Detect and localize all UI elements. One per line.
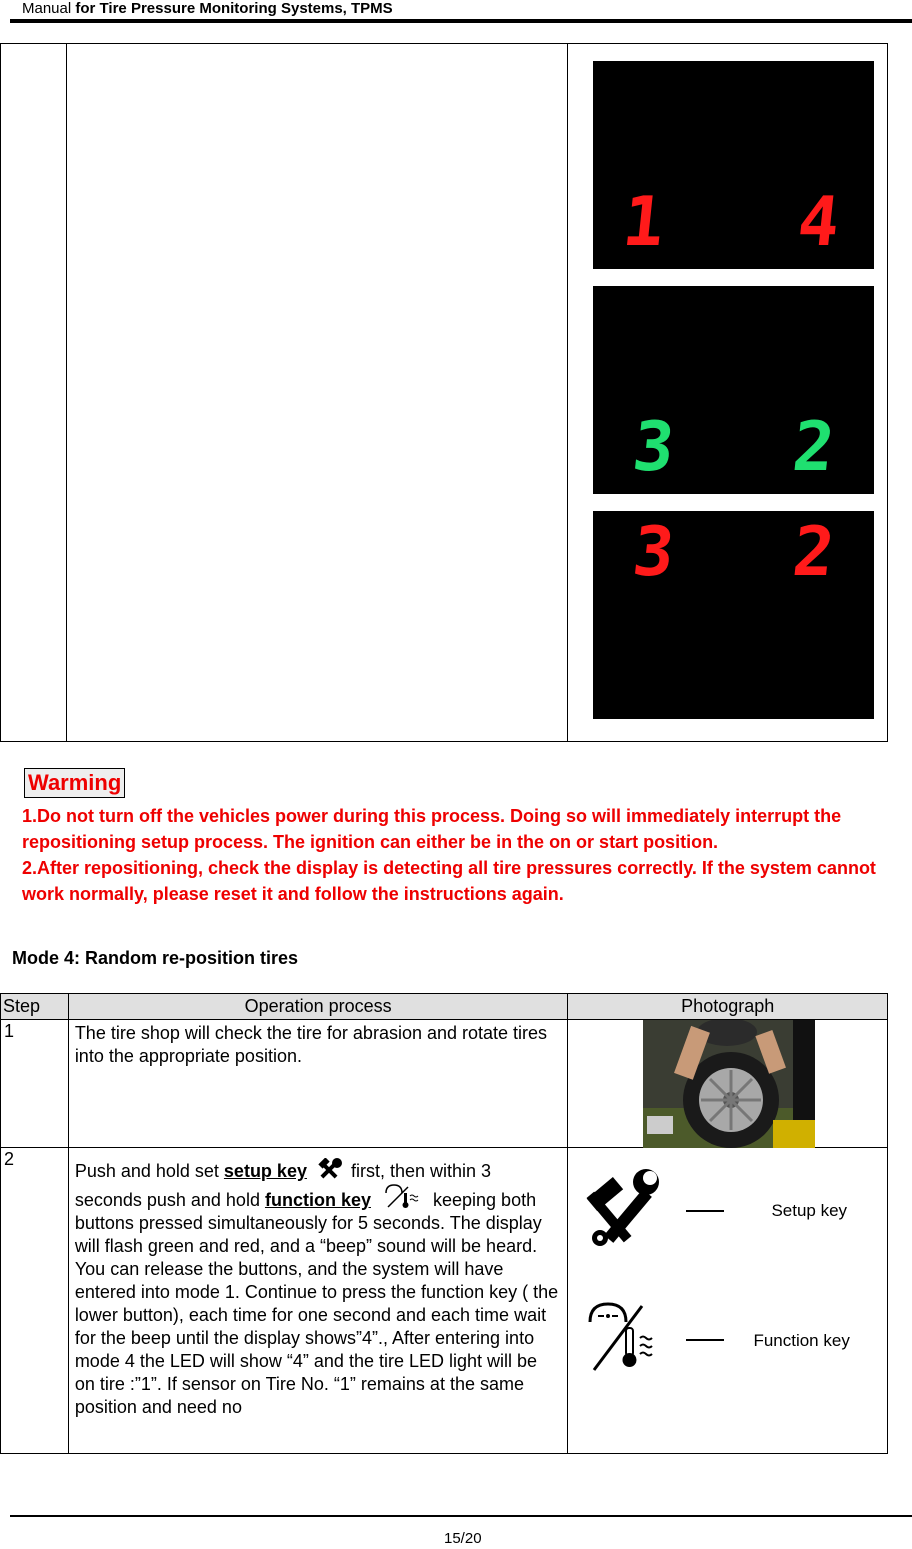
function-key-dash: [686, 1339, 724, 1341]
warning-line-1: 1.Do not turn off the vehicles power during this process. Doing so will immediately interrupt the repositioning setup process. The ignition can either be in the on or start position.: [22, 806, 842, 852]
mode-title: Mode 4: Random re-position tires: [12, 948, 299, 968]
row2-photo-cell: [568, 1148, 888, 1454]
row2-text-pre: Push and hold set: [74, 1161, 224, 1181]
function-key-link: function key: [264, 1190, 371, 1210]
footer-rule: [10, 1515, 912, 1517]
row1-text: The tire shop will check the tire for abrasion and rotate tires into the appropriate position.: [68, 1020, 568, 1148]
step-cell: [1, 44, 67, 742]
display-photo-3: [593, 511, 874, 719]
tire-rotation-photo: [643, 1020, 815, 1148]
setup-key-icon: [315, 1158, 343, 1180]
header-step: Step: [1, 994, 69, 1020]
page-header: [22, 0, 393, 18]
setup-key-large-icon: [584, 1168, 664, 1248]
warning-label: Warming: [24, 768, 125, 798]
header-title: for Tire Pressure Monitoring Systems, TPMS: [75, 0, 393, 17]
display-digit-right: 2: [788, 513, 839, 592]
page-number: 15/20: [444, 1530, 482, 1547]
header-photograph: Photograph: [568, 994, 888, 1020]
mode4-table: [0, 993, 888, 1454]
row2-text-mid: first, then within 3 seconds push and hold: [74, 1161, 492, 1210]
display-digit-left: 3: [628, 408, 679, 487]
header-rule: [10, 19, 912, 23]
row2-text-post: keeping both buttons pressed simultaneously for 5 seconds. The display will flash green and red, and a “beep” sound will be heard. You can release the buttons, and the system will have entered into mode 1. Continue to press the function key ( the lower button), each time for one second and each time wait for the beep until the display shows”4”., After entering into mode 4 the LED will show “4” and the tire LED light will be on tire :”1”. If sensor on Tire No. “1” remains at the same position and need no: [74, 1190, 559, 1417]
process-cell: [66, 44, 567, 742]
warning-line-2: 2.After repositioning, check the display is detecting all tire pressures correctly. If the system cannot work normally, please reset it and follow the instructions again.: [22, 858, 876, 904]
header-operation: Operation process: [68, 994, 568, 1020]
row2-text: [68, 1148, 568, 1454]
row1-step: 1: [1, 1020, 69, 1148]
display-photo-2: [593, 286, 874, 494]
warning-text: [22, 803, 882, 907]
display-digit-left: 1: [618, 183, 669, 262]
display-digit-right: 2: [788, 408, 839, 487]
function-key-label: Function key: [753, 1331, 850, 1350]
display-photo-1: [593, 61, 874, 269]
setup-key-label: Setup key: [771, 1201, 848, 1220]
function-key-large-icon: [586, 1298, 666, 1374]
display-digit-right: 4: [793, 183, 844, 262]
row2-step: 2: [1, 1148, 69, 1454]
function-key-icon: [382, 1183, 422, 1209]
display-digit-left: 3: [628, 513, 679, 592]
row1-photo-cell: [568, 1020, 888, 1148]
header-prefix: Manual: [22, 0, 72, 17]
setup-key-link: setup key: [223, 1161, 307, 1181]
setup-key-dash: [686, 1210, 724, 1212]
